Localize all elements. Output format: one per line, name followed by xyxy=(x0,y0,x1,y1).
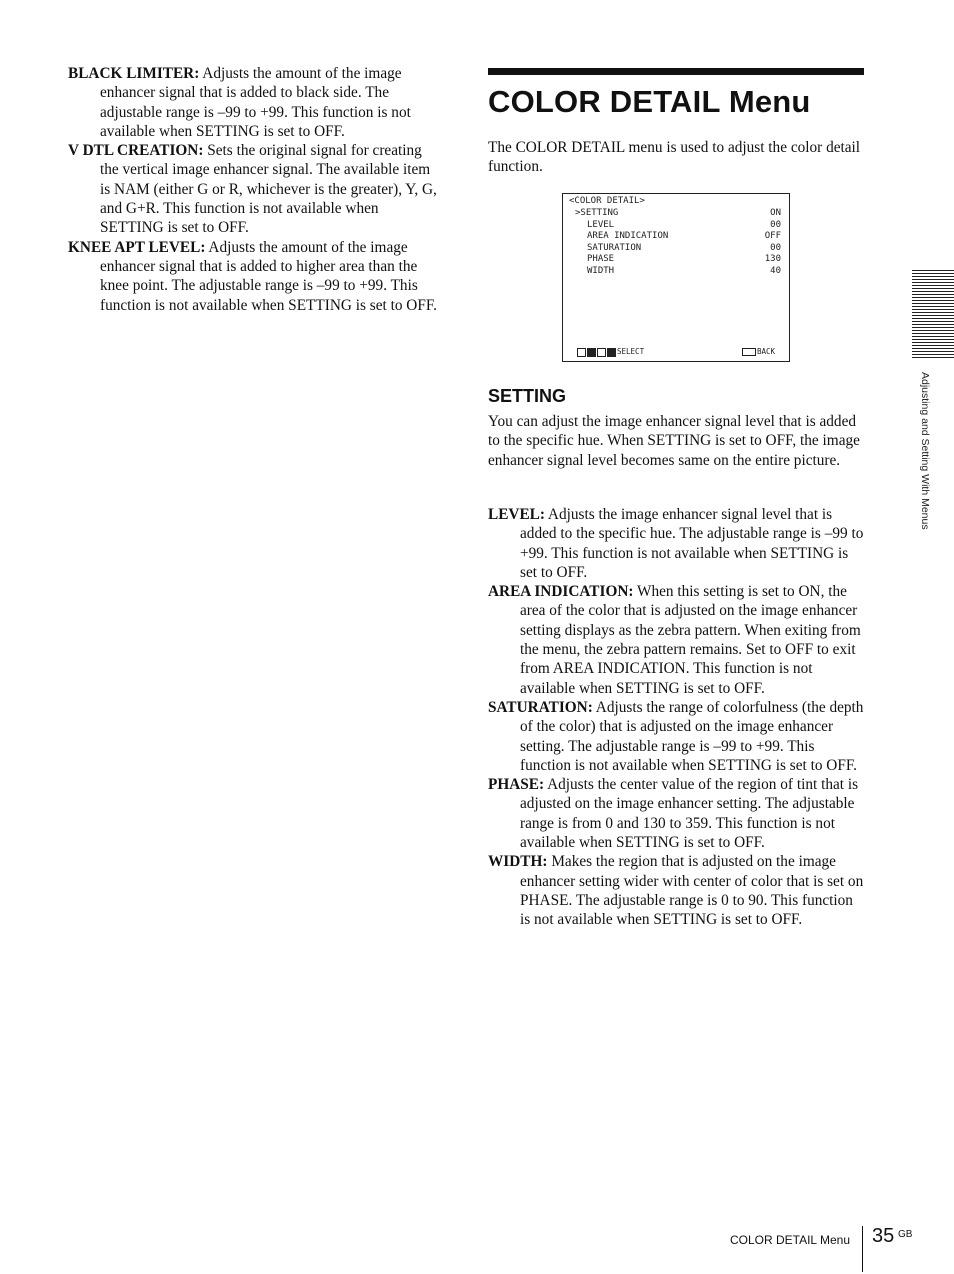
def-term: V DTL CREATION: xyxy=(68,142,204,160)
setting-definitions xyxy=(488,505,866,930)
right-column-header xyxy=(488,68,866,177)
footer-divider xyxy=(862,1226,863,1272)
row-label: >SETTING xyxy=(575,208,619,218)
arrow-key-icon xyxy=(587,348,596,357)
def-term: BLACK LIMITER: xyxy=(68,65,200,82)
arrow-key-icon xyxy=(597,348,606,357)
row-label: WIDTH xyxy=(587,266,615,276)
row-value: OFF xyxy=(764,231,781,242)
row-label: AREA INDICATION xyxy=(587,231,669,242)
footer-section-label: COLOR DETAIL Menu xyxy=(729,1233,850,1247)
row-label: LEVEL xyxy=(587,219,615,230)
def-area-indication xyxy=(488,582,866,698)
select-label: SELECT xyxy=(617,347,645,357)
row-value: 00 xyxy=(770,242,781,253)
row-value: 00 xyxy=(770,219,781,230)
def-term: LEVEL: xyxy=(488,506,545,523)
def-saturation xyxy=(488,698,866,775)
row-value: ON xyxy=(770,208,781,218)
row-label: SATURATION xyxy=(587,242,642,253)
heading-rule xyxy=(488,68,864,75)
def-phase xyxy=(488,775,866,852)
page-suffix: GB xyxy=(898,1229,913,1240)
row-value: 40 xyxy=(770,266,781,276)
def-text: Adjusts the center value of the region of tint that is adjusted on the image enhancer setting. The adjustable range is from 0 and 130 to 359. This function is not available when SETTING is set to OFF. xyxy=(520,776,859,852)
def-term: PHASE: xyxy=(488,776,545,794)
def-text: Sets the original signal for creating the vertical image enhancer signal. The available item is NAM (either G or R, whichever is the greater), Y, G, and G+R. This function is not available when SETTING is set to OFF. xyxy=(100,142,437,237)
def-v-dtl-creation xyxy=(68,141,442,237)
menu-key-icon xyxy=(742,348,756,356)
screen-title: <COLOR DETAIL> xyxy=(569,196,645,206)
page-title: COLOR DETAIL Menu xyxy=(488,84,811,119)
side-tab-label: Adjusting and Setting With Menus xyxy=(919,372,931,530)
intro-paragraph: The COLOR DETAIL menu is used to adjust the color detail function. xyxy=(488,139,861,176)
def-term: AREA INDICATION: xyxy=(488,583,634,601)
def-term: WIDTH: xyxy=(488,853,548,871)
setting-paragraph: You can adjust the image enhancer signal level that is added to the specific hue. When SETTING is set to OFF, the image enhancer signal level becomes same on the entire picture. xyxy=(488,413,860,469)
def-text: Makes the region that is adjusted on the image enhancer setting wider with center of color that is set on PHASE. The adjustable range is 0 to 90. This function is not available when SETTING is set to OFF. xyxy=(520,853,864,929)
def-width xyxy=(488,852,866,929)
menu-screen-illustration xyxy=(562,193,790,362)
back-hint xyxy=(742,346,775,358)
arrow-key-icon xyxy=(607,348,616,357)
row-value: 130 xyxy=(764,254,781,265)
def-knee-apt-level xyxy=(68,238,442,315)
def-text: When this setting is set to ON, the area of the color that is adjusted on the image enhancer setting displays as the zebra pattern. When exiting from the menu, the zebra pattern remains. Set to OFF to exit from AREA INDICATION. This function is not available when SETTING is set to OFF. xyxy=(520,583,861,697)
def-black-limiter xyxy=(68,64,442,141)
left-column xyxy=(68,64,442,315)
back-label: BACK xyxy=(756,347,775,357)
def-text: Adjusts the range of colorfulness (the depth of the color) that is adjusted on the image enhancer setting. The adjustable range is –99 to +99. This function is not available when SETTING is set to OFF. xyxy=(520,698,864,774)
row-label: PHASE xyxy=(587,254,615,265)
arrow-key-icon xyxy=(577,348,586,357)
def-term: KNEE APT LEVEL: xyxy=(68,238,206,256)
def-term: SATURATION: xyxy=(488,698,593,716)
page-number: 35 xyxy=(872,1225,895,1247)
def-text: Adjusts the amount of the image enhancer signal that is added to black side. The adjustable range is –99 to +99. This function is not available when SETTING is set to OFF. xyxy=(100,65,411,140)
def-level xyxy=(488,505,866,582)
setting-heading: SETTING xyxy=(488,386,567,406)
def-text: Adjusts the amount of the image enhancer signal that is added to higher area than the knee point. The adjustable range is –99 to +99. This function is not available when SETTING is set to OFF. xyxy=(100,238,437,314)
select-hint xyxy=(577,346,644,358)
def-text: Adjusts the image enhancer signal level that is added to the specific hue. The adjustable range is –99 to +99. This function is not available when SETTING is set to OFF. xyxy=(520,506,864,581)
side-tab-stripes xyxy=(912,270,954,360)
